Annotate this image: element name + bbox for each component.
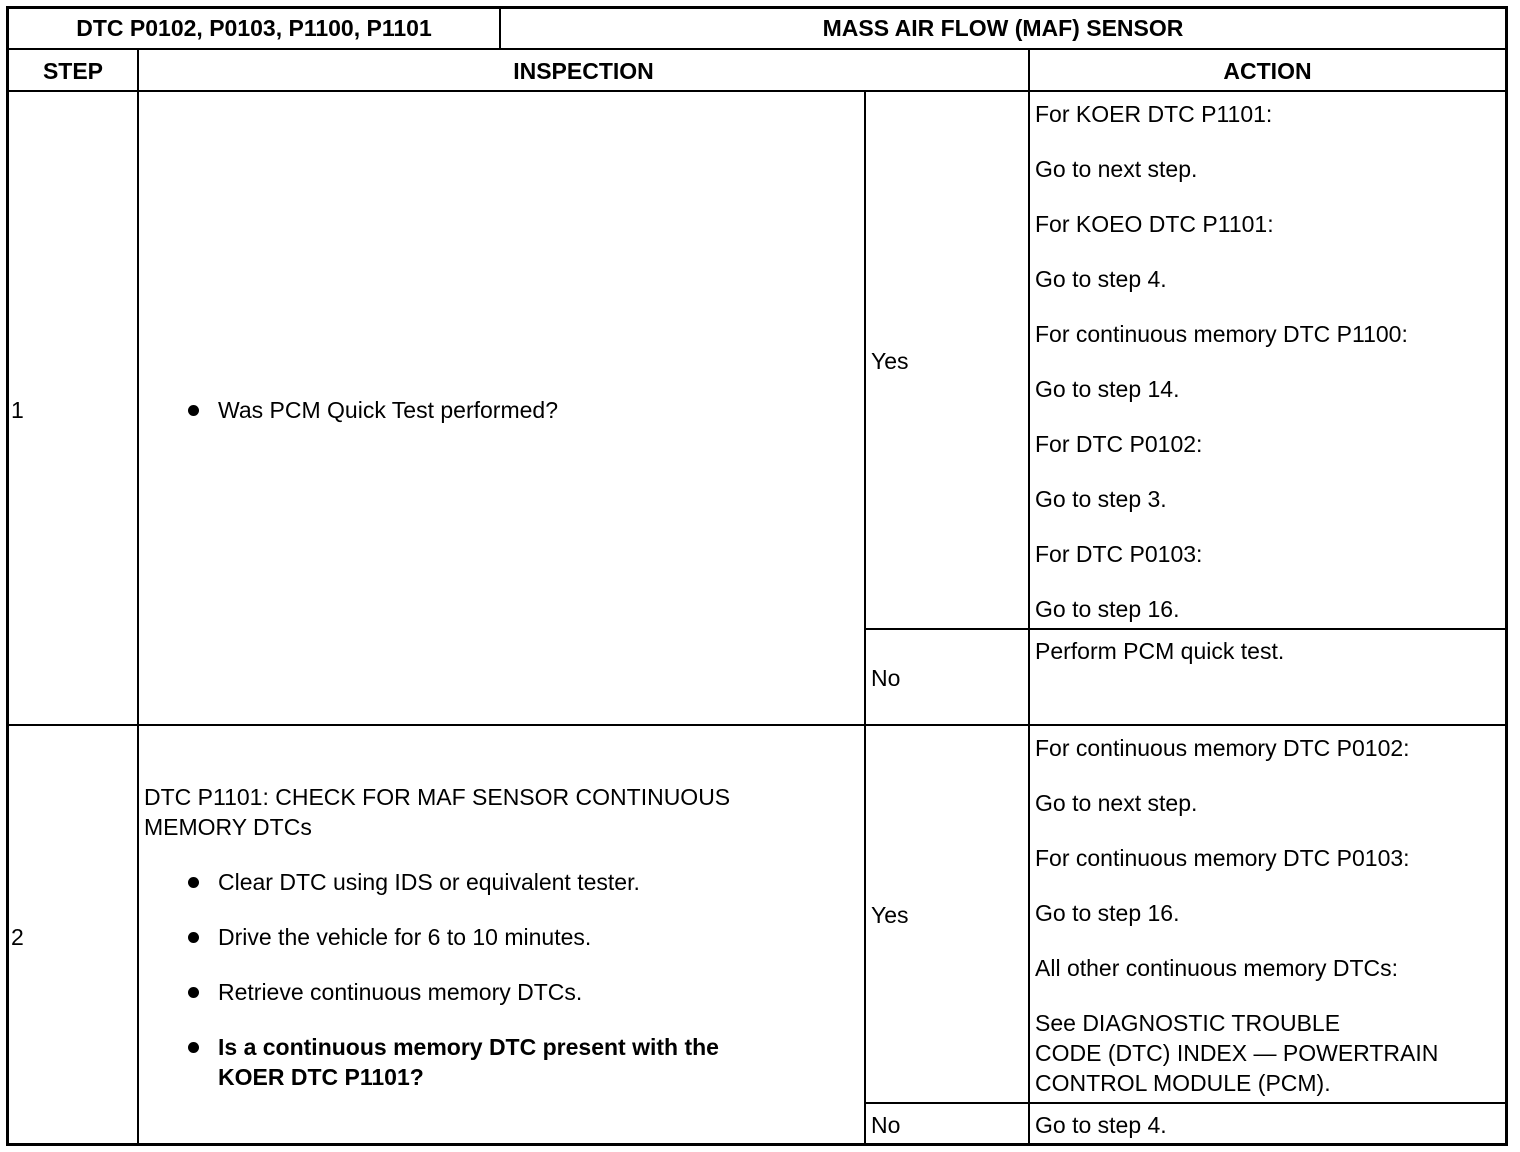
inspection-item: Drive the vehicle for 6 to 10 minutes. xyxy=(218,924,592,950)
bullet-icon xyxy=(188,877,199,888)
rule-step1-bottom xyxy=(6,724,1508,726)
action-line: All other continuous memory DTCs: xyxy=(1035,955,1399,981)
inspection-question: Is a continuous memory DTC present with the xyxy=(218,1034,719,1060)
action-line: For continuous memory DTC P0102: xyxy=(1035,735,1410,761)
action-line: Perform PCM quick test. xyxy=(1035,638,1285,664)
bullet-icon xyxy=(188,405,199,416)
rule-step2-yes-no xyxy=(864,1102,1508,1104)
action-line: For continuous memory DTC P1100: xyxy=(1035,321,1408,347)
inspection-item: Clear DTC using IDS or equivalent tester. xyxy=(218,869,640,895)
action-line: For KOEO DTC P1101: xyxy=(1035,211,1274,237)
rule-yesno-col xyxy=(864,90,866,1144)
yes-label: Yes xyxy=(871,902,909,928)
action-line: See DIAGNOSTIC TROUBLE xyxy=(1035,1010,1341,1036)
action-line: Go to step 14. xyxy=(1035,376,1180,402)
action-line: CODE (DTC) INDEX — POWERTRAIN xyxy=(1035,1040,1439,1066)
rule-step1-yes-no xyxy=(864,628,1508,630)
action-line: For DTC P0103: xyxy=(1035,541,1203,567)
rule-colhead-bottom xyxy=(6,90,1508,92)
dtc-codes-header: DTC P0102, P0103, P1100, P1101 xyxy=(76,15,432,41)
action-line: Go to step 3. xyxy=(1035,486,1167,512)
bullet-icon xyxy=(188,932,199,943)
column-header-inspection: INSPECTION xyxy=(513,58,654,84)
action-line: Go to step 4. xyxy=(1035,1112,1167,1138)
step-number: 1 xyxy=(11,397,24,423)
bullet-icon xyxy=(188,1042,199,1053)
yes-label: Yes xyxy=(871,348,909,374)
column-header-step: STEP xyxy=(42,58,104,84)
action-line: Go to step 16. xyxy=(1035,596,1180,622)
bullet-icon xyxy=(188,987,199,998)
inspection-heading: DTC P1101: CHECK FOR MAF SENSOR CONTINUOUS xyxy=(144,784,731,810)
no-label: No xyxy=(871,1112,901,1138)
column-header-action: ACTION xyxy=(1223,58,1312,84)
inspection-item: Retrieve continuous memory DTCs. xyxy=(218,979,583,1005)
inspection-question: KOER DTC P1101? xyxy=(218,1064,424,1090)
action-line: Go to step 4. xyxy=(1035,266,1167,292)
rule-action-col xyxy=(1028,48,1030,1144)
action-line: CONTROL MODULE (PCM). xyxy=(1035,1070,1331,1096)
action-line: For continuous memory DTC P0103: xyxy=(1035,845,1410,871)
action-line: Go to next step. xyxy=(1035,790,1198,816)
action-line: Go to next step. xyxy=(1035,156,1198,182)
rule-header-bottom xyxy=(6,48,1508,50)
rule-step-col xyxy=(137,48,139,1144)
inspection-item: Was PCM Quick Test performed? xyxy=(218,397,558,423)
page-title: MASS AIR FLOW (MAF) SENSOR xyxy=(822,15,1184,41)
no-label: No xyxy=(871,665,901,691)
step-number: 2 xyxy=(11,924,24,950)
action-line: For DTC P0102: xyxy=(1035,431,1203,457)
action-line: Go to step 16. xyxy=(1035,900,1180,926)
inspection-heading: MEMORY DTCs xyxy=(144,814,312,840)
action-line: For KOER DTC P1101: xyxy=(1035,101,1273,127)
